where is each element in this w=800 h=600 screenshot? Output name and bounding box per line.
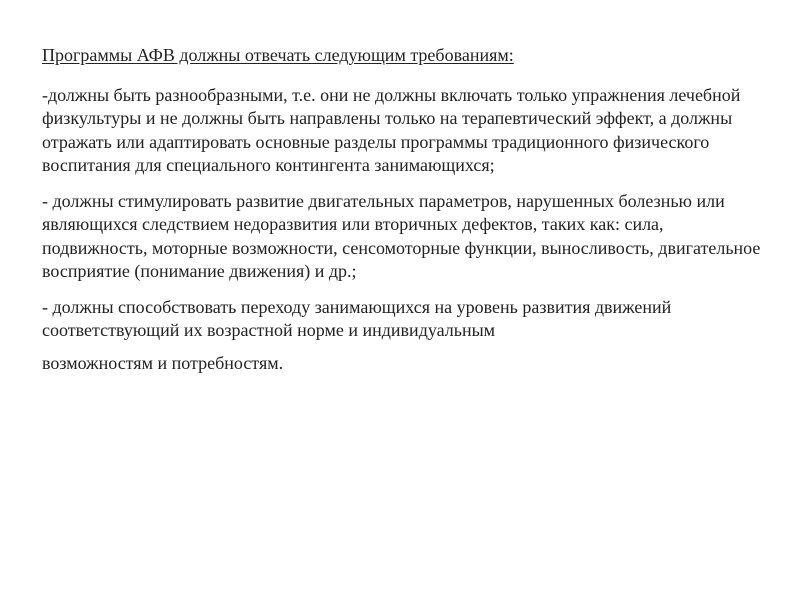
requirement-paragraph-3-last-line: возможностям и потребностям. [42,352,284,373]
requirement-paragraph-2: - должны стимулировать развитие двигательных параметров, нарушенных болезнью или являющихся следствием недоразвития или вторичных дефектов, таких как: сила, подвижность, моторные возможности, сенсомоторные функции, выносливость, двигательное восприятие (понимание движения) и др.; [42,190,761,281]
requirement-paragraph-3-text: - должны способствовать переходу занимающихся на уровень развития движений соответствующий их возрастной норме и индивидуальным [42,296,672,340]
requirement-paragraph-1: -должны быть разнообразными, т.е. они не должны включать только упражнения лечебной физкультуры и не должны быть направлены только на терапевтический эффект, а должны отражать или адаптировать основные разделы программы традиционного физического воспитания для специального контингента занимающихся; [42,84,741,175]
slide-content [42,44,762,387]
slide-title: Программы АФВ должны отвечать следующим требованиям: [42,45,514,65]
requirement-paragraph-3 [42,296,762,376]
